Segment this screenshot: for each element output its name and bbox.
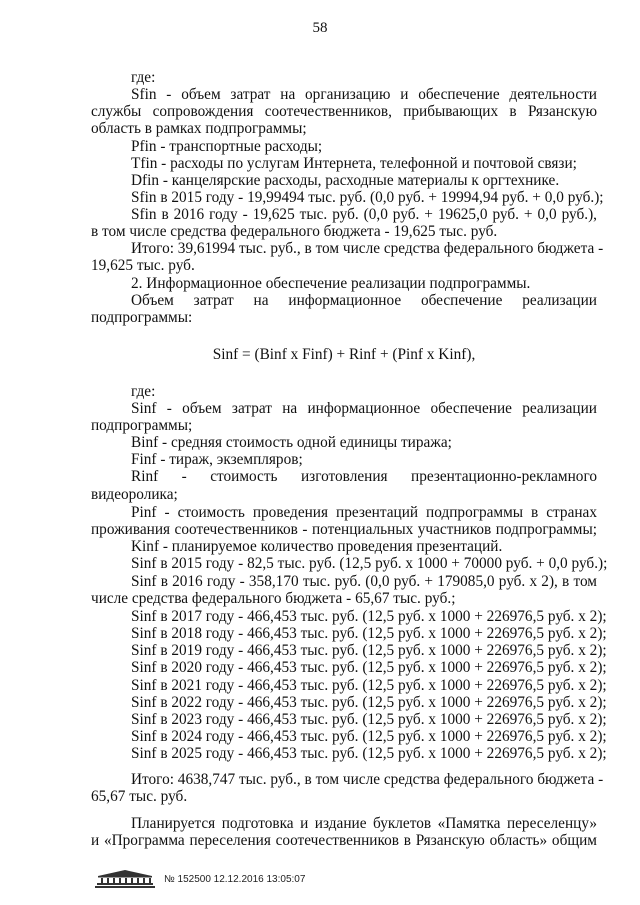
text-line: Sinf в 2017 году - 466,453 тыс. руб. (12,5 руб. х 1000 + 226976,5 руб. х 2); bbox=[131, 608, 607, 625]
text-line: область в рамках подпрограммы; bbox=[91, 120, 307, 137]
text-line: где: bbox=[131, 383, 156, 400]
text-line: подпрограммы; bbox=[91, 417, 193, 434]
text-line: проживания соотечественников - потенциальных участников подпрограммы; bbox=[91, 521, 597, 538]
text-line: Sinf - объем затрат на информационное обеспечение реализации bbox=[131, 400, 597, 417]
text-line: Tfin - расходы по услугам Интернета, телефонной и почтовой связи; bbox=[131, 155, 577, 172]
footer bbox=[94, 868, 305, 890]
text-line: Binf - средняя стоимость одной единицы тиража; bbox=[131, 434, 452, 451]
text-line: Finf - тираж, экземпляров; bbox=[131, 451, 303, 468]
text-line: Sinf в 2018 году - 466,453 тыс. руб. (12,5 руб. х 1000 + 226976,5 руб. х 2); bbox=[131, 625, 607, 642]
text-line: Sfin в 2016 году - 19,625 тыс. руб. (0,0 руб. + 19625,0 руб. + 0,0 руб.), bbox=[131, 206, 597, 223]
text-line: Sinf в 2020 году - 466,453 тыс. руб. (12,5 руб. х 1000 + 226976,5 руб. х 2); bbox=[131, 659, 607, 676]
text-line: где: bbox=[131, 69, 156, 86]
formula: Sinf = (Binf x Finf) + Rinf + (Pinf x Kinf), bbox=[212, 346, 476, 363]
text-line: 65,67 тыс. руб. bbox=[91, 788, 188, 805]
text-line: Sfin - объем затрат на организацию и обеспечение деятельности bbox=[131, 86, 597, 103]
text-line: Sinf в 2021 году - 466,453 тыс. руб. (12,5 руб. х 1000 + 226976,5 руб. х 2); bbox=[131, 677, 607, 694]
text-line: Sinf в 2015 году - 82,5 тыс. руб. (12,5 руб. х 1000 + 70000 руб. + 0,0 руб.); bbox=[131, 555, 608, 572]
text-line: Итого: 39,61994 тыс. руб., в том числе средства федерального бюджета - bbox=[131, 240, 604, 257]
page-number: 58 bbox=[312, 20, 328, 36]
text-line: 19,625 тыс. руб. bbox=[91, 257, 195, 274]
text-line: Kinf - планируемое количество проведения презентаций. bbox=[131, 538, 503, 555]
text-line: Планируется подготовка и издание буклетов «Памятка переселенцу» bbox=[131, 815, 597, 832]
text-line: Итого: 4638,747 тыс. руб., в том числе средства федерального бюджета - bbox=[131, 771, 604, 788]
text-line: Объем затрат на информационное обеспечение реализации bbox=[131, 292, 597, 309]
text-line: числе средства федерального бюджета - 65,67 тыс. руб.; bbox=[91, 590, 456, 607]
text-line: Dfin - канцелярские расходы, расходные материалы к оргтехнике. bbox=[131, 172, 560, 189]
text-line: Sinf в 2019 году - 466,453 тыс. руб. (12,5 руб. х 1000 + 226976,5 руб. х 2); bbox=[131, 642, 607, 659]
text-line: Rinf - стоимость изготовления презентационно-рекламного bbox=[131, 468, 597, 485]
text-line: Sfin в 2015 году - 19,99494 тыс. руб. (0,0 руб. + 19994,94 руб. + 0,0 руб.); bbox=[131, 189, 604, 206]
document-stamp: № 152500 12.12.2016 13:05:07 bbox=[164, 873, 306, 885]
text-line: в том числе средства федерального бюджета - 19,625 тыс. руб. bbox=[91, 223, 498, 240]
text-line: Sinf в 2016 году - 358,170 тыс. руб. (0,0 руб. + 179085,0 руб. х 2), в том bbox=[131, 573, 597, 590]
text-line: и «Программа переселения соотечественников в Рязанскую область» общим bbox=[91, 832, 597, 849]
text-line: Pinf - стоимость проведения презентаций подпрограммы в странах bbox=[131, 504, 597, 521]
text-line: Sinf в 2025 году - 466,453 тыс. руб. (12,5 руб. х 1000 + 226976,5 руб. х 2); bbox=[131, 745, 607, 762]
text-line: подпрограммы: bbox=[91, 309, 193, 326]
government-building-icon bbox=[94, 869, 156, 889]
text-line: Sinf в 2022 году - 466,453 тыс. руб. (12,5 руб. х 1000 + 226976,5 руб. х 2); bbox=[131, 694, 607, 711]
text-line: Pfin - транспортные расходы; bbox=[131, 138, 323, 155]
section-heading: 2. Информационное обеспечение реализации подпрограммы. bbox=[131, 275, 531, 292]
text-line: Sinf в 2024 году - 466,453 тыс. руб. (12,5 руб. х 1000 + 226976,5 руб. х 2); bbox=[131, 728, 607, 745]
text-line: видеоролика; bbox=[91, 486, 178, 503]
text-line: Sinf в 2023 году - 466,453 тыс. руб. (12,5 руб. х 1000 + 226976,5 руб. х 2); bbox=[131, 711, 607, 728]
text-line: службы сопровождения соотечественников, прибывающих в Рязанскую bbox=[91, 103, 597, 120]
